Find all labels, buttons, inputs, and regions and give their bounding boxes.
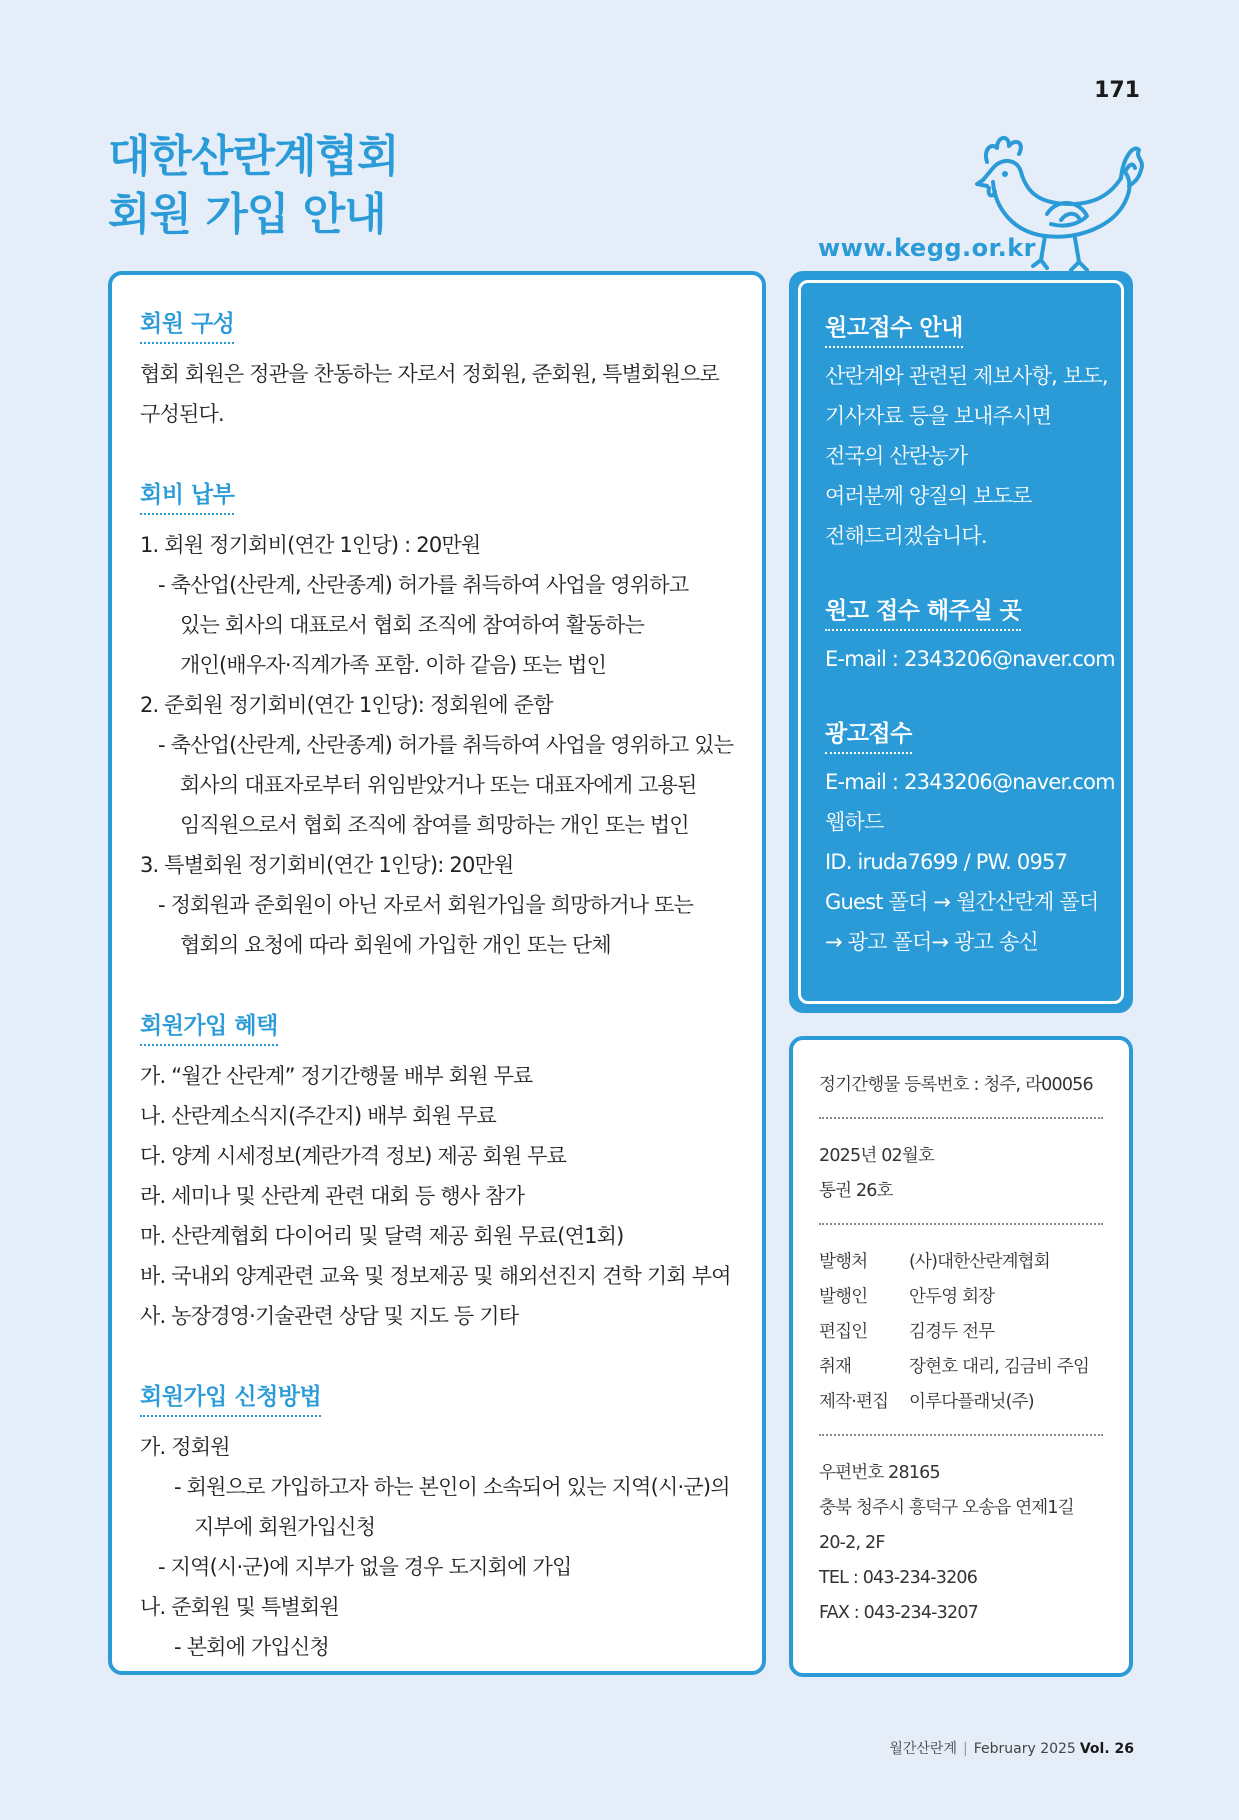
body-line: 협회 회원은 정관을 찬동하는 자로서 정회원, 준회원, 특별회원으로 [140, 362, 719, 386]
issue-month: February 2025 [973, 1741, 1076, 1757]
list-item: 라. 세미나 및 산란계 관련 대회 등 행사 참가 [140, 1184, 525, 1208]
staff-row [819, 1245, 1103, 1280]
staff-role: 발행처 [819, 1252, 868, 1272]
body-line: 가. 정회원 [140, 1435, 230, 1459]
staff-role: 편집인 [819, 1322, 868, 1342]
magazine-name: 월간산란계 [889, 1741, 957, 1757]
staff-name: 안두영 회장 [909, 1287, 995, 1307]
body-line: - 축산업(산란계, 산란종계) 허가를 취득하여 사업을 영위하고 [158, 573, 689, 597]
list-item: 다. 양계 시세정보(계란가격 정보) 제공 회원 무료 [140, 1144, 567, 1168]
email-link[interactable]: E-mail : 2343206@naver.com [825, 770, 1115, 794]
address-block [819, 1456, 1103, 1645]
body-line: 개인(배우자·직계가족 포함. 이하 같음) 또는 법인 [180, 653, 607, 677]
staff-name: 장현호 대리, 김금비 주임 [909, 1357, 1090, 1377]
submit-section [825, 592, 1121, 679]
body-line: 여러분께 양질의 보도로 [825, 484, 1032, 508]
body-line: 나. 준회원 및 특별회원 [140, 1595, 339, 1619]
body-line: - 회원으로 가입하고자 하는 본인이 소속되어 있는 지역(시·군)의 [174, 1475, 730, 1499]
body-line: 지부에 회원가입신청 [194, 1515, 376, 1539]
email-link[interactable]: E-mail : 2343206@naver.com [825, 647, 1115, 671]
section-title: 원고접수 안내 [825, 309, 963, 348]
page-footer: 월간산란계 | February 2025 Vol. 26 [889, 1741, 1134, 1757]
membership-section [140, 305, 738, 434]
body-line: Guest 폴더 → 월간산란계 폴더 [825, 890, 1099, 914]
body-line: 웹하드 [825, 810, 884, 834]
registration-number: 정기간행물 등록번호 : 청주, 라00056 [819, 1075, 1093, 1095]
body-line: 임직원으로서 협회 조직에 참여를 희망하는 개인 또는 법인 [180, 813, 689, 837]
section-title: 회원가입 혜택 [140, 1007, 278, 1046]
body-line: 전해드리겠습니다. [825, 524, 987, 548]
body-line: 3. 특별회원 정기회비(연간 1인당): 20만원 [140, 853, 514, 877]
section-title: 회원 구성 [140, 305, 234, 344]
staff-row [819, 1350, 1103, 1385]
fees-section [140, 476, 738, 965]
fax-number: FAX : 043-234-3207 [819, 1603, 979, 1623]
body-line: 기사자료 등을 보내주시면 [825, 404, 1052, 428]
section-title: 회비 납부 [140, 476, 234, 515]
body-line: 구성된다. [140, 402, 224, 426]
phone-number: TEL : 043-234-3206 [819, 1568, 978, 1588]
staff-name: (사)대한산란계협회 [909, 1252, 1050, 1272]
address-line: 충북 청주시 흥덕구 오송읍 연제1길 [819, 1498, 1074, 1518]
benefits-section [140, 1007, 738, 1336]
body-line: - 본회에 가입신청 [174, 1635, 329, 1659]
staff-row [819, 1385, 1103, 1420]
section-title: 회원가입 신청방법 [140, 1378, 321, 1417]
postal-code: 우편번호 28165 [819, 1463, 940, 1483]
title-line-2: 회원 가입 안내 [108, 189, 386, 240]
body-line: 회사의 대표자로부터 위임받았거나 또는 대표자에게 고용된 [180, 773, 697, 797]
body-line: 1. 회원 정기회비(연간 1인당) : 20만원 [140, 533, 481, 557]
body-line: 2. 준회원 정기회비(연간 1인당): 정회원에 준함 [140, 693, 553, 717]
publication-info-panel [789, 1036, 1133, 1677]
staff-row [819, 1280, 1103, 1315]
body-line: 전국의 산란농가 [825, 444, 968, 468]
page-number: 171 [1094, 78, 1140, 103]
staff-block [819, 1245, 1103, 1436]
issue-block [819, 1139, 1103, 1225]
body-line: - 정회원과 준회원이 아닌 자로서 회원가입을 희망하거나 또는 [158, 893, 694, 917]
body-line: - 축산업(산란계, 산란종계) 허가를 취득하여 사업을 영위하고 있는 [158, 733, 734, 757]
body-line: 산란계와 관련된 제보사항, 보도, [825, 364, 1108, 388]
membership-info-panel [108, 271, 766, 1675]
staff-role: 제작·편집 [819, 1392, 889, 1412]
manuscript-section [825, 309, 1121, 556]
body-line: → 광고 폴더→ 광고 송신 [825, 930, 1038, 954]
address-line: 20-2, 2F [819, 1533, 885, 1553]
body-line: - 지역(시·군)에 지부가 없을 경우 도지회에 가입 [158, 1555, 572, 1579]
body-line: ID. iruda7699 / PW. 0957 [825, 850, 1068, 874]
list-item: 바. 국내외 양계관련 교육 및 정보제공 및 해외선진지 견학 기회 부여 [140, 1264, 731, 1288]
issue-number: 통권 26호 [819, 1181, 893, 1201]
ads-section [825, 715, 1121, 962]
page-title [108, 128, 399, 244]
list-item: 사. 농장경영·기술관련 상담 및 지도 등 기타 [140, 1304, 519, 1328]
volume-number: Vol. 26 [1079, 1741, 1134, 1757]
list-item: 나. 산란계소식지(주간지) 배부 회원 무료 [140, 1104, 496, 1128]
staff-role: 발행인 [819, 1287, 868, 1307]
staff-row [819, 1315, 1103, 1350]
apply-section [140, 1378, 738, 1667]
body-line: 협회의 요청에 따라 회원에 가입한 개인 또는 단체 [180, 933, 611, 957]
submission-panel [789, 271, 1133, 1013]
website-link[interactable]: www.kegg.or.kr [818, 234, 1036, 262]
staff-name: 이루다플래닛(주) [909, 1392, 1034, 1412]
staff-name: 김경두 전무 [909, 1322, 995, 1342]
section-title: 광고접수 [825, 715, 912, 754]
list-item: 가. “월간 산란계” 정기간행물 배부 회원 무료 [140, 1064, 533, 1088]
list-item: 마. 산란계협회 다이어리 및 달력 제공 회원 무료(연1회) [140, 1224, 624, 1248]
staff-role: 취재 [819, 1357, 852, 1377]
title-line-1: 대한산란계협회 [108, 131, 399, 182]
issue-date: 2025년 02월호 [819, 1146, 935, 1166]
body-line: 있는 회사의 대표로서 협회 조직에 참여하여 활동하는 [180, 613, 644, 637]
registration-block [819, 1068, 1103, 1119]
section-title: 원고 접수 해주실 곳 [825, 592, 1021, 631]
